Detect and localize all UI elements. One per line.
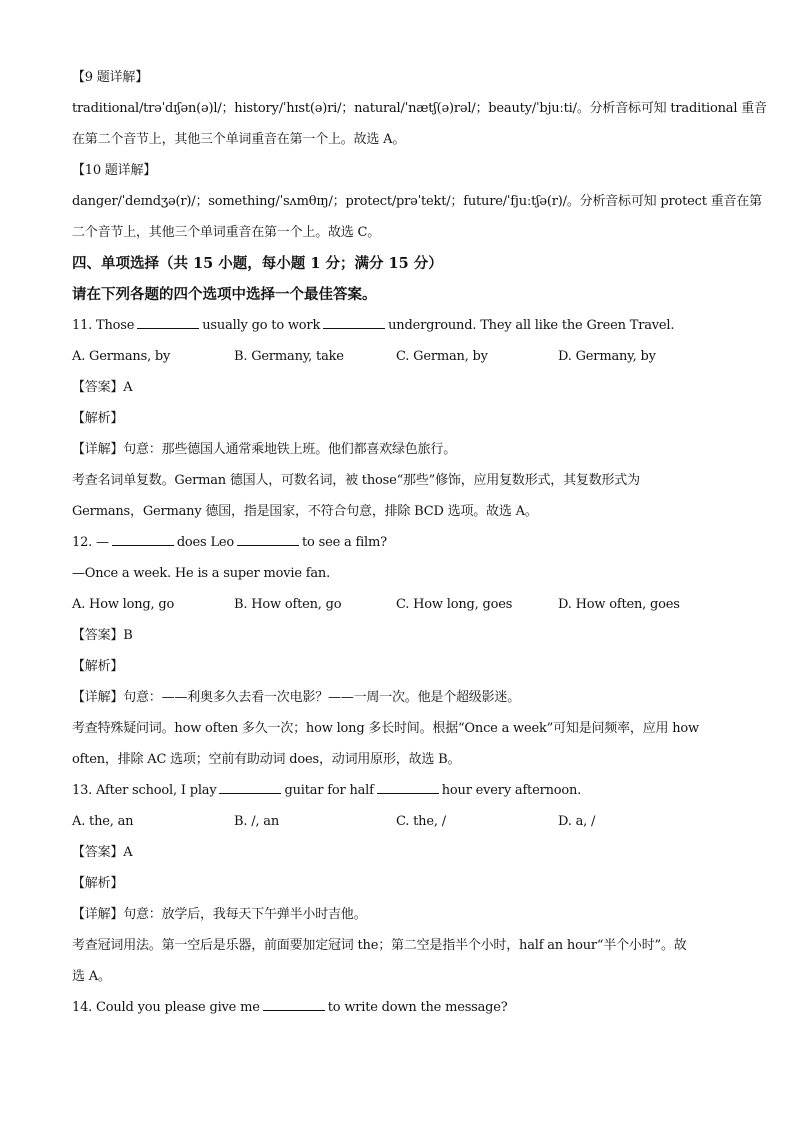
text-line: 二个音节上，其他三个单词重音在第一个上。故选 C。 (72, 225, 381, 240)
question-text: 11. Those (72, 318, 135, 333)
answer-option: D. How often, goes (558, 597, 680, 612)
question-text: to see a film? (302, 535, 387, 550)
question-text: hour every afternoon. (441, 783, 582, 798)
answer-option: B. How often, go (234, 597, 342, 612)
question-text: usually go to work (202, 318, 321, 333)
answer-options (72, 589, 722, 620)
answer-option: A. Germans, by (72, 349, 171, 364)
answer-options (72, 806, 722, 837)
answer-blank (377, 781, 439, 794)
answer-option: B. /, an (234, 814, 279, 829)
answer-option: B. Germany, take (234, 349, 344, 364)
text-line: 【10 题详解】 (72, 163, 157, 178)
question-text: 13. After school, I play (72, 783, 217, 798)
text-line: 考查名词单复数。German 德国人，可数名词，被 those“那些”修饰，应用复数形式，其复数形式为 (72, 473, 640, 488)
answer-options (72, 341, 722, 372)
answer-blank (237, 533, 299, 546)
text-line: danger/ˈdeɪndʒə(r)/；something/ˈsʌmθɪŋ/；protect/prəˈtekt/；future/ˈfjuːtʃə(r)/。分析音标可知 protect 重音在第 (72, 194, 762, 209)
text-line: 【详解】句意：那些德国人通常乘地铁上班。他们都喜欢绿色旅行。 (72, 442, 457, 457)
question-text: guitar for half (284, 783, 374, 798)
question-text: to write down the message? (327, 1000, 508, 1015)
answer-option: C. German, by (396, 349, 488, 364)
question-stem (72, 527, 722, 558)
section-heading: 四、单项选择（共 15 小题，每小题 1 分；满分 15 分） (72, 255, 443, 272)
question-text: 14. Could you please give me (72, 1000, 260, 1015)
section-heading: 请在下列各题的四个选项中选择一个最佳答案。 (72, 286, 377, 303)
answer-option: A. How long, go (72, 597, 175, 612)
answer-blank (323, 316, 385, 329)
text-line: 在第二个音节上，其他三个单词重音在第一个上。故选 A。 (72, 132, 406, 147)
text-line: 【详解】句意：——利奥多久去看一次电影？——一周一次。他是个超级影迷。 (72, 690, 521, 705)
text-line: 【详解】句意：放学后，我每天下午弹半小时吉他。 (72, 907, 367, 922)
answer-blank (219, 781, 281, 794)
answer-option: D. a, / (558, 814, 596, 829)
text-line: often，排除 AC 选项；空前有助动词 does，动词用原形，故选 B。 (72, 752, 461, 767)
text-line: 选 A。 (72, 969, 111, 984)
answer-option: C. How long, goes (396, 597, 513, 612)
text-line: 考查冠词用法。第一空后是乐器，前面要加定冠词 the；第二空是指半个小时，half an hour“半个小时”。故 (72, 938, 687, 953)
answer-option: C. the, / (396, 814, 446, 829)
text-line: 【9 题详解】 (72, 70, 149, 85)
text-line: Germans，Germany 德国，指是国家，不符合句意，排除 BCD 选项。故选 A。 (72, 504, 538, 519)
text-line: —Once a week. He is a super movie fan. (72, 566, 331, 581)
answer-blank (112, 533, 174, 546)
question-stem (72, 310, 722, 341)
text-line: 【解析】 (72, 411, 124, 426)
text-line: 【解析】 (72, 659, 124, 674)
answer-blank (137, 316, 199, 329)
text-line: 【解析】 (72, 876, 124, 891)
question-stem (72, 775, 722, 806)
question-text: 12. — (72, 535, 109, 550)
answer-option: A. the, an (72, 814, 134, 829)
text-line: 【答案】A (72, 845, 133, 860)
question-stem (72, 992, 722, 1023)
text-line: 【答案】A (72, 380, 133, 395)
question-text: does Leo (176, 535, 235, 550)
text-line: 【答案】B (72, 628, 133, 643)
text-line: 考查特殊疑问词。how often 多久一次；how long 多长时间。根据“Once a week”可知是问频率，应用 how (72, 721, 699, 736)
question-text: underground. They all like the Green Travel. (388, 318, 675, 333)
answer-option: D. Germany, by (558, 349, 656, 364)
answer-blank (263, 998, 325, 1011)
text-line: traditional/trəˈdɪʃən(ə)l/；history/ˈhɪst(ə)ri/；natural/ˈnætʃ(ə)rəl/；beauty/ˈbjuːti/。分析音标可知 traditional 重音 (72, 101, 767, 116)
